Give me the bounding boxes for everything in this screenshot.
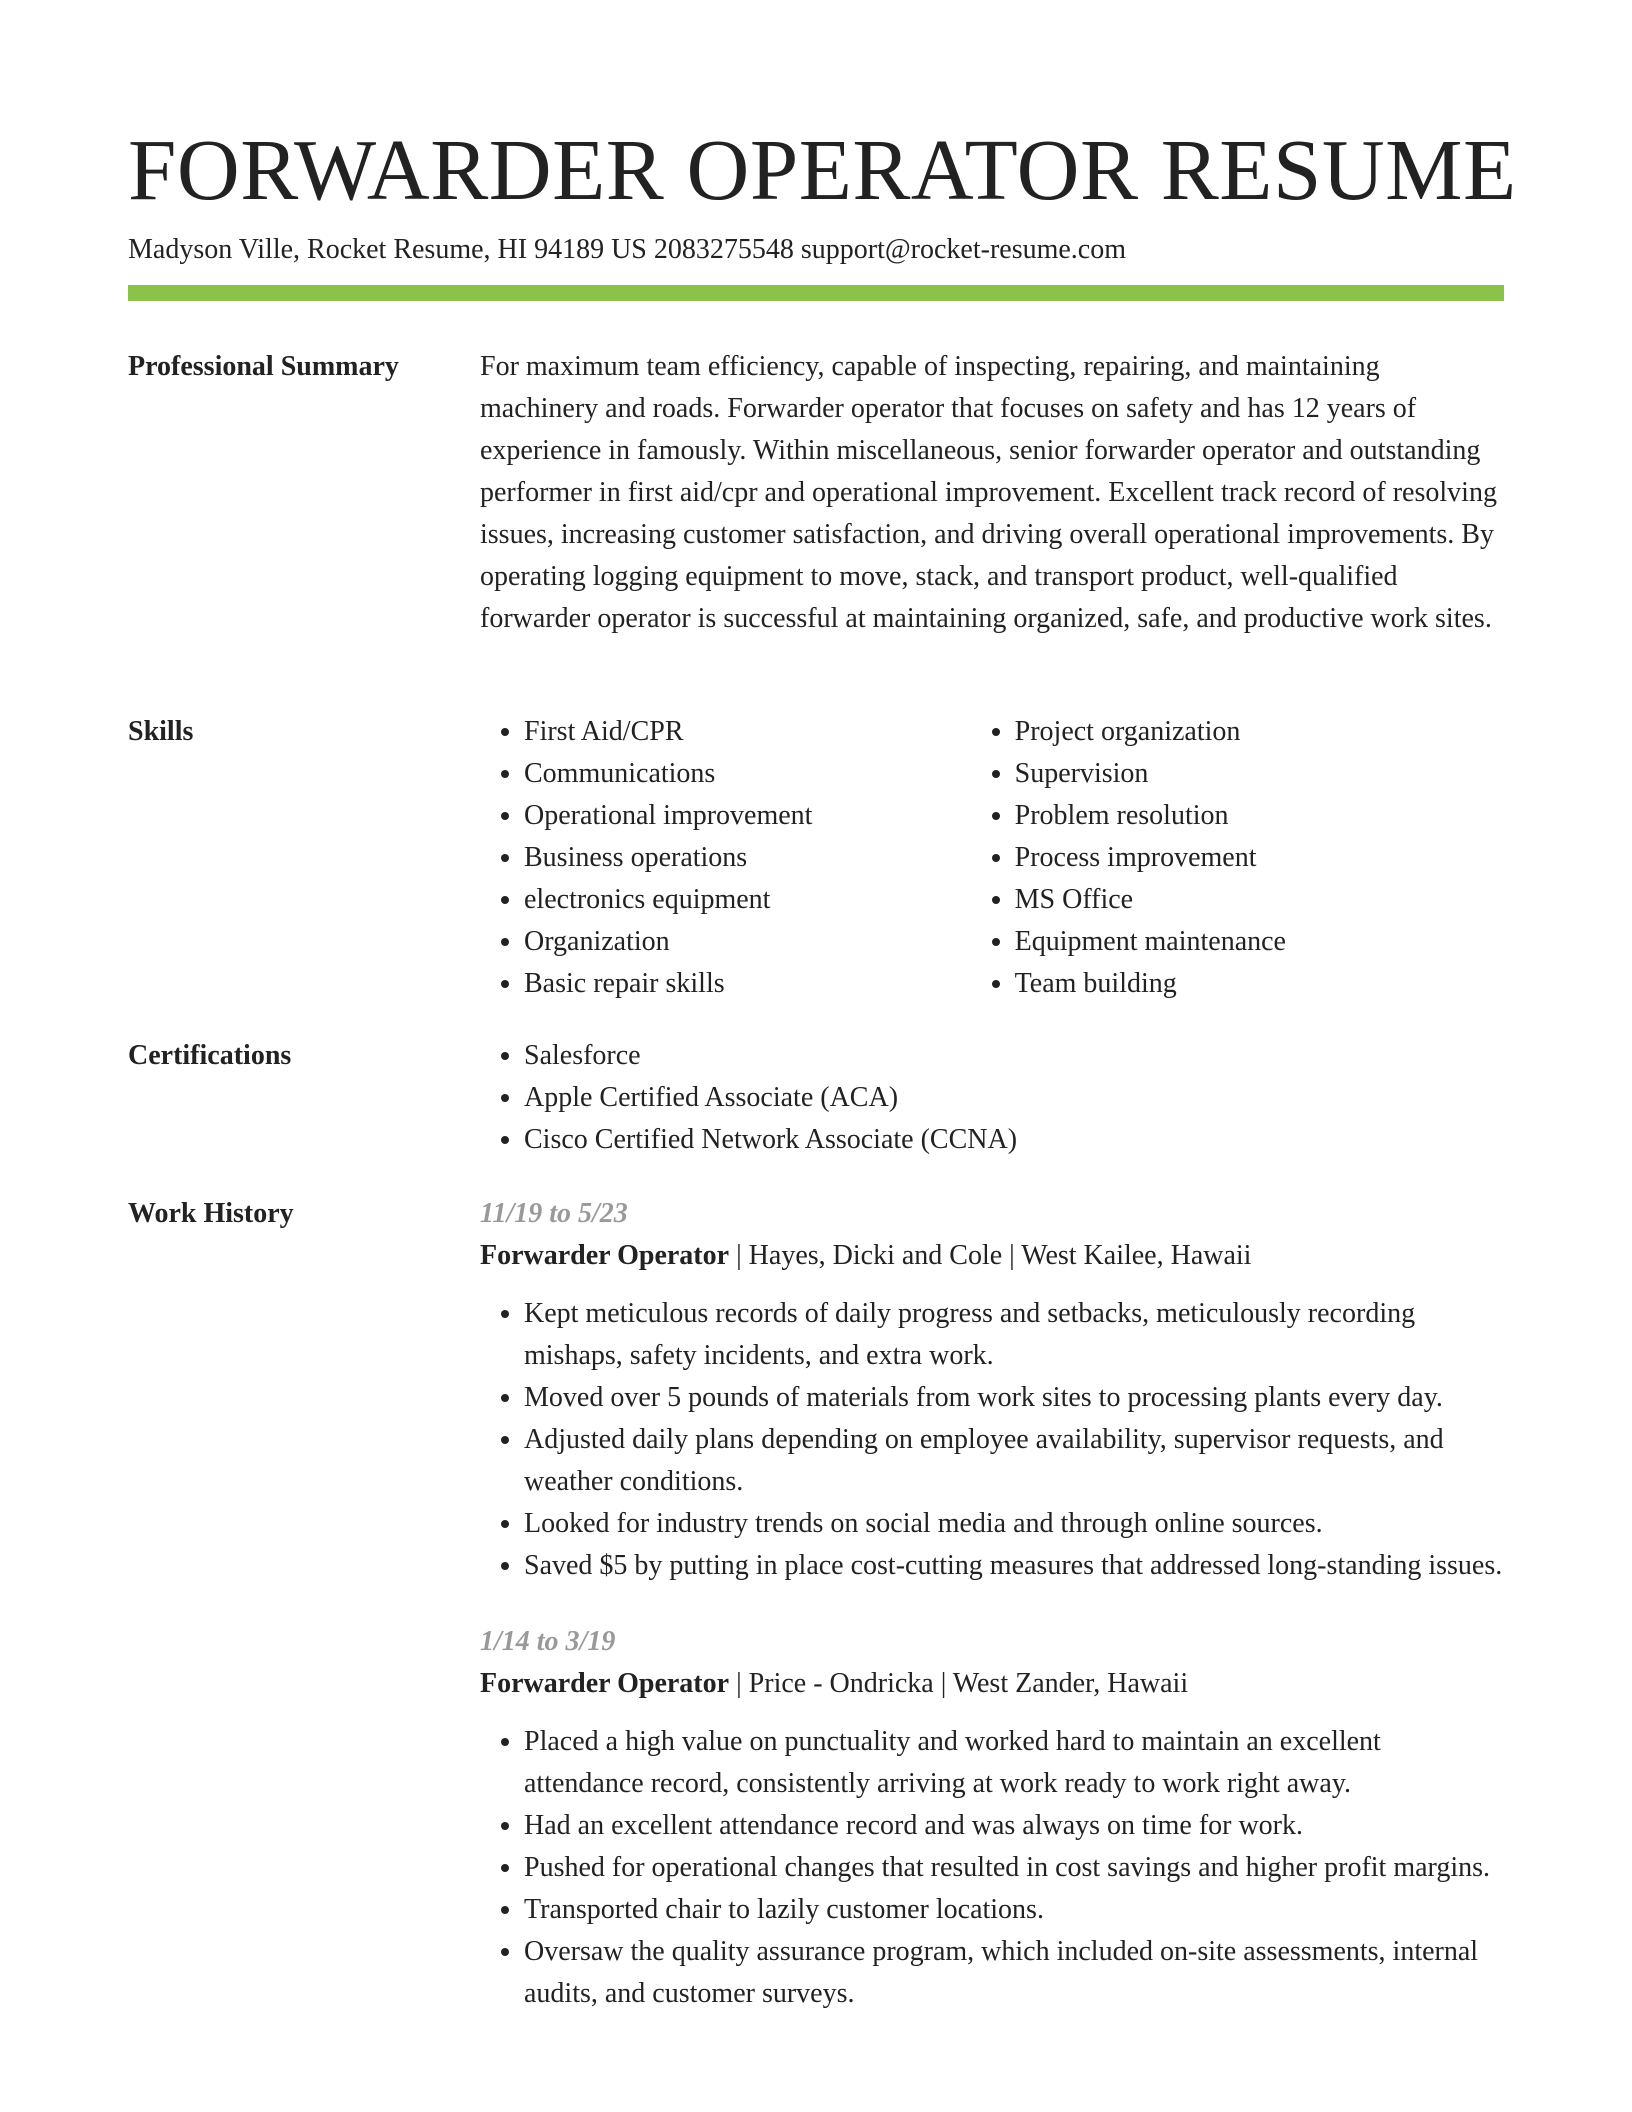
skill-item: • MS Office	[1015, 879, 1504, 921]
job-bullet: • Looked for industry trends on social media and through online sources.	[524, 1503, 1504, 1545]
job-bullet: • Adjusted daily plans depending on employee availability, supervisor requests, and weather conditions.	[524, 1419, 1504, 1503]
skills-content	[480, 711, 1504, 1005]
work-history-content	[480, 1193, 1504, 2015]
certifications-list	[480, 1035, 1504, 1161]
skill-item: • Equipment maintenance	[1015, 921, 1504, 963]
job-bullets	[480, 1293, 1504, 1587]
summary-content	[480, 346, 1504, 640]
skill-item: • Business operations	[524, 837, 971, 879]
job-bullet: • Transported chair to lazily customer locations.	[524, 1889, 1504, 1931]
job-title: Forwarder Operator	[480, 1240, 730, 1271]
resume-title: FORWARDER OPERATOR RESUME	[128, 121, 1517, 218]
job-entry	[480, 1621, 1504, 2015]
job-bullet: • Placed a high value on punctuality and worked hard to maintain an excellent attendance record, consistently arriving at work ready to work right away.	[524, 1721, 1504, 1805]
job-bullet: • Saved $5 by putting in place cost-cutting measures that addressed long-standing issues.	[524, 1545, 1504, 1587]
skill-item: • Operational improvement	[524, 795, 971, 837]
certification-item: • Cisco Certified Network Associate (CCNA)	[524, 1119, 1504, 1161]
job-dates: 11/19 to 5/23	[480, 1198, 628, 1229]
job-bullet: • Pushed for operational changes that resulted in cost savings and higher profit margins.	[524, 1847, 1504, 1889]
contact-address: Madyson Ville, Rocket Resume, HI 94189 US	[128, 234, 647, 265]
job-bullet: • Kept meticulous records of daily progress and setbacks, meticulously recording mishaps, safety incidents, and extra work.	[524, 1293, 1504, 1377]
skills-list-right	[971, 711, 1504, 1005]
contact-line	[128, 231, 1126, 269]
skill-item: • Process improvement	[1015, 837, 1504, 879]
job-heading	[480, 1235, 1504, 1277]
skill-item: • Basic repair skills	[524, 963, 971, 1005]
job-employer-location: | Hayes, Dicki and Cole | West Kailee, Hawaii	[729, 1240, 1252, 1271]
accent-divider	[128, 285, 1504, 301]
contact-phone: 2083275548	[653, 234, 794, 265]
skill-item: • Team building	[1015, 963, 1504, 1005]
job-bullet: • Oversaw the quality assurance program, which included on-site assessments, internal audits, and customer surveys.	[524, 1931, 1504, 2015]
certification-item: • Apple Certified Associate (ACA)	[524, 1077, 1504, 1119]
skill-item: • Organization	[524, 921, 971, 963]
job-bullets	[480, 1721, 1504, 2015]
section-label-work-history: Work History	[128, 1198, 294, 1229]
job-bullet: • Had an excellent attendance record and was always on time for work.	[524, 1805, 1504, 1847]
section-label-certifications: Certifications	[128, 1040, 292, 1071]
job-bullet: • Moved over 5 pounds of materials from work sites to processing plants every day.	[524, 1377, 1504, 1419]
skill-item: • Communications	[524, 753, 971, 795]
contact-email: support@rocket-resume.com	[800, 234, 1127, 265]
skill-item: • electronics equipment	[524, 879, 971, 921]
job-entry	[480, 1193, 1504, 1587]
job-dates: 1/14 to 3/19	[480, 1626, 616, 1657]
skill-item: • Problem resolution	[1015, 795, 1504, 837]
job-employer-location: | Price - Ondricka | West Zander, Hawaii	[729, 1668, 1189, 1699]
skill-item: • Supervision	[1015, 753, 1504, 795]
section-label-skills: Skills	[128, 716, 194, 747]
skills-list-left	[480, 711, 971, 1005]
skill-item: • First Aid/CPR	[524, 711, 971, 753]
section-label-summary: Professional Summary	[128, 351, 399, 382]
job-title: Forwarder Operator	[480, 1668, 730, 1699]
skill-item: • Project organization	[1015, 711, 1504, 753]
job-heading	[480, 1663, 1504, 1705]
certifications-content	[480, 1035, 1504, 1161]
summary-text: For maximum team efficiency, capable of inspecting, repairing, and maintaining machinery and roads. Forwarder operator that focuses on safety and has 12 years of experience in famously. Within miscellaneous, senior forwarder operator and outstanding performer in first aid/cpr and operational improvement. Excellent track record of resolving issues, increasing customer satisfaction, and driving overall operational improvements. By operating logging equipment to move, stack, and transport product, well-qualified forwarder operator is successful at maintaining organized, safe, and productive work sites.	[480, 351, 1497, 634]
certification-item: • Salesforce	[524, 1035, 1504, 1077]
